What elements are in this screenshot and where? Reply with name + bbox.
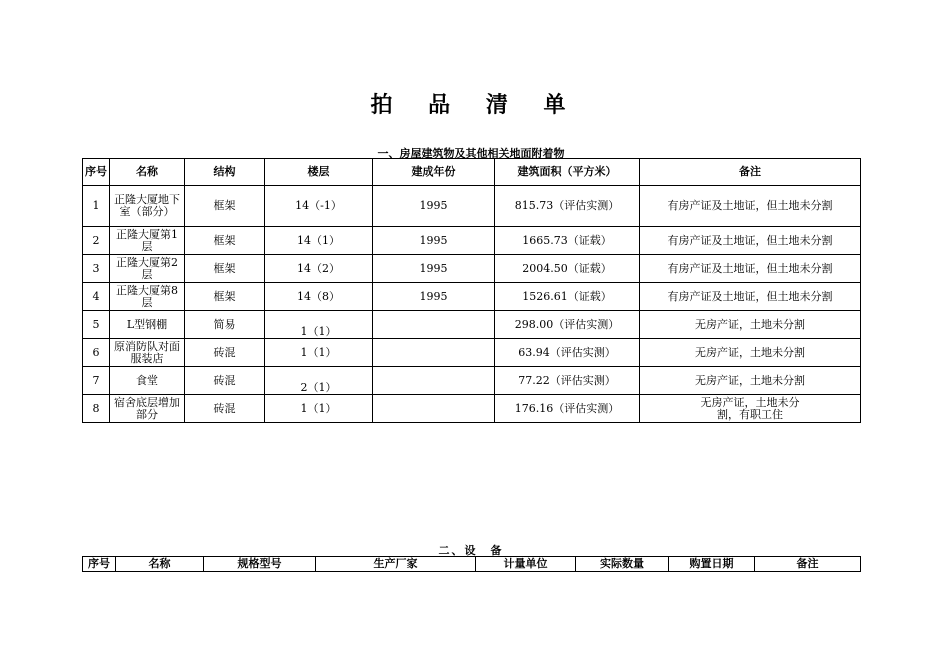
table-row (83, 283, 861, 311)
cell-area: 298.00（评估实测） (495, 311, 640, 339)
cell-floor: 14（8） (265, 283, 373, 311)
cell-name: 正隆大厦地下室（部分） (110, 186, 185, 227)
table-row (83, 255, 861, 283)
cell-area: 1665.73（证载） (495, 227, 640, 255)
cell-structure: 框架 (185, 227, 265, 255)
cell-name: L型钢棚 (110, 311, 185, 339)
table-row (83, 186, 861, 227)
header-index: 序号 (83, 557, 116, 572)
cell-structure: 砖混 (185, 395, 265, 423)
header-remarks: 备注 (755, 557, 861, 572)
cell-floor: 1（1） (265, 339, 373, 367)
table-header-row (83, 159, 861, 186)
cell-area: 176.16（评估实测） (495, 395, 640, 423)
cell-name: 食堂 (110, 367, 185, 395)
header-model: 规格型号 (204, 557, 316, 572)
table-row (83, 367, 861, 395)
cell-remarks: 无房产证，土地未分割，有职工住 (640, 395, 861, 423)
cell-floor: 14（-1） (265, 186, 373, 227)
header-name: 名称 (110, 159, 185, 186)
cell-index: 6 (83, 339, 110, 367)
cell-year (373, 339, 495, 367)
header-index: 序号 (83, 159, 110, 186)
cell-remarks: 有房产证及土地证，但土地未分割 (640, 227, 861, 255)
cell-area: 63.94（评估实测） (495, 339, 640, 367)
cell-area: 815.73（评估实测） (495, 186, 640, 227)
header-purchase-date: 购置日期 (669, 557, 755, 572)
cell-index: 5 (83, 311, 110, 339)
cell-name: 原消防队对面服装店 (110, 339, 185, 367)
table-header-row (83, 557, 861, 572)
cell-year (373, 395, 495, 423)
cell-index: 3 (83, 255, 110, 283)
cell-remarks: 有房产证及土地证，但土地未分割 (640, 255, 861, 283)
header-structure: 结构 (185, 159, 265, 186)
header-floor: 楼层 (265, 159, 373, 186)
cell-structure: 框架 (185, 283, 265, 311)
section2-heading: 二、设 备 (438, 544, 504, 557)
table-row (83, 395, 861, 423)
header-area: 建筑面积（平方米） (495, 159, 640, 186)
cell-floor: 1（1） (265, 311, 373, 339)
cell-floor: 1（1） (265, 395, 373, 423)
header-name: 名称 (116, 557, 204, 572)
cell-remarks: 无房产证，土地未分割 (640, 367, 861, 395)
cell-area: 2004.50（证载） (495, 255, 640, 283)
section1-heading: 一、房屋建筑物及其他相关地面附着物 (377, 147, 565, 160)
cell-structure: 框架 (185, 255, 265, 283)
cell-structure: 砖混 (185, 339, 265, 367)
cell-remarks: 无房产证，土地未分割 (640, 339, 861, 367)
cell-year: 1995 (373, 227, 495, 255)
cell-name: 正隆大厦第2层 (110, 255, 185, 283)
cell-floor: 2（1） (265, 367, 373, 395)
header-remarks: 备注 (640, 159, 861, 186)
cell-name: 宿舍底层增加部分 (110, 395, 185, 423)
cell-structure: 简易 (185, 311, 265, 339)
document-title: 拍 品 清 单 (370, 93, 580, 118)
cell-area: 1526.61（证载） (495, 283, 640, 311)
cell-remarks: 有房产证及土地证，但土地未分割 (640, 283, 861, 311)
cell-index: 2 (83, 227, 110, 255)
cell-year (373, 367, 495, 395)
buildings-table (82, 158, 861, 423)
table-row (83, 227, 861, 255)
cell-index: 4 (83, 283, 110, 311)
cell-structure: 框架 (185, 186, 265, 227)
table-row (83, 311, 861, 339)
cell-index: 7 (83, 367, 110, 395)
cell-area: 77.22（评估实测） (495, 367, 640, 395)
cell-name: 正隆大厦第8层 (110, 283, 185, 311)
header-quantity: 实际数量 (576, 557, 669, 572)
cell-structure: 砖混 (185, 367, 265, 395)
cell-remarks: 无房产证，土地未分割 (640, 311, 861, 339)
cell-year: 1995 (373, 283, 495, 311)
cell-name: 正隆大厦第1层 (110, 227, 185, 255)
cell-year: 1995 (373, 186, 495, 227)
cell-index: 8 (83, 395, 110, 423)
cell-year: 1995 (373, 255, 495, 283)
header-manufacturer: 生产厂家 (316, 557, 476, 572)
header-year: 建成年份 (373, 159, 495, 186)
cell-floor: 14（2） (265, 255, 373, 283)
cell-remarks: 有房产证及土地证，但土地未分割 (640, 186, 861, 227)
cell-index: 1 (83, 186, 110, 227)
table-row (83, 339, 861, 367)
equipment-table (82, 556, 861, 572)
cell-floor: 14（1） (265, 227, 373, 255)
cell-year (373, 311, 495, 339)
header-unit: 计量单位 (476, 557, 576, 572)
